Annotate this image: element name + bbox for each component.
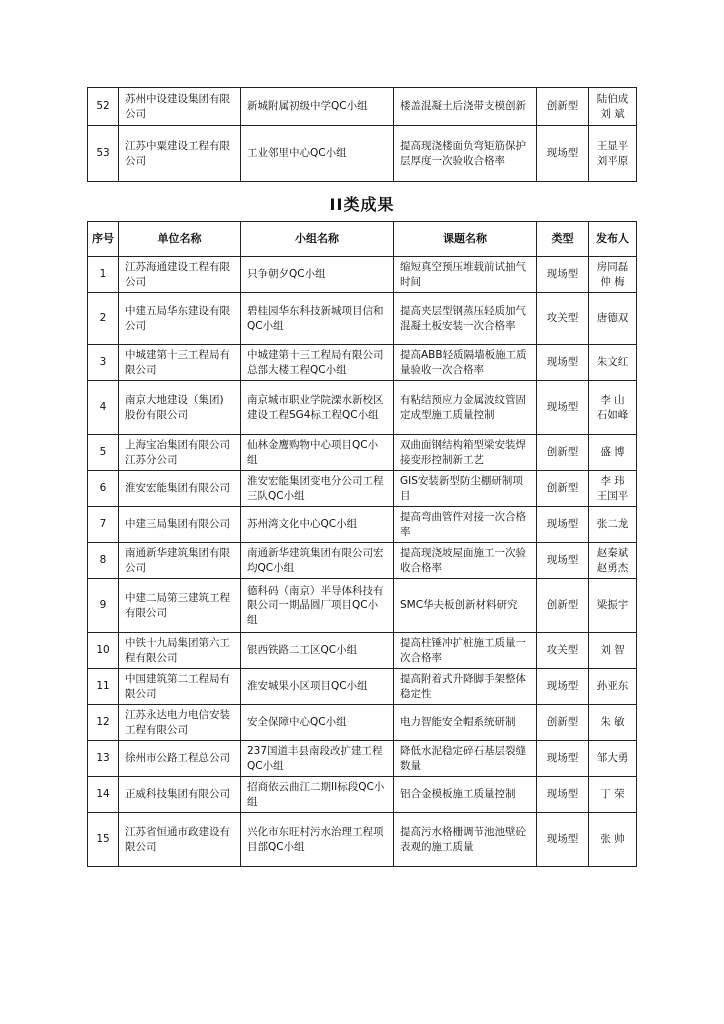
cell-publisher: 赵秦斌 赵勇杰 xyxy=(589,543,637,579)
cell-no: 8 xyxy=(88,543,119,579)
cell-unit: 南通新华建筑集团有限公司 xyxy=(119,543,241,579)
table-row xyxy=(88,579,637,633)
cell-publisher: 唐德双 xyxy=(589,293,637,345)
cell-topic: 提高弯曲管件对接一次合格率 xyxy=(394,507,537,543)
cell-topic: 缩短真空预压堆载前试抽气时间 xyxy=(394,257,537,293)
cell-topic: 提高夹层型钢蒸压轻质加气混凝土板安装一次合格率 xyxy=(394,293,537,345)
table-row xyxy=(88,381,637,435)
cell-topic: 楼盖混凝土后浇带支模创新 xyxy=(394,88,537,126)
table-row xyxy=(88,633,637,669)
cell-publisher: 盛 博 xyxy=(589,435,637,471)
cell-no: 11 xyxy=(88,669,119,705)
cell-publisher: 李 玮 王国平 xyxy=(589,471,637,507)
header-publisher: 发布人 xyxy=(589,222,637,257)
cell-group: 银西铁路二工区QC小组 xyxy=(241,633,394,669)
cell-topic: 降低水泥稳定碎石基层裂缝数量 xyxy=(394,741,537,777)
cell-unit: 江苏中粟建设工程有限公司 xyxy=(119,126,241,182)
cell-group: 南京城市职业学院溧水新校区建设工程SG4标工程QC小组 xyxy=(241,381,394,435)
cell-group: 新城附属初级中学QC小组 xyxy=(241,88,394,126)
cell-group: 碧桂园华东科技新城项目信和QC小组 xyxy=(241,293,394,345)
table-row xyxy=(88,777,637,813)
table-row xyxy=(88,126,637,182)
cell-publisher: 张 帅 xyxy=(589,813,637,867)
class-ii-results-body xyxy=(88,257,637,867)
previous-results-table xyxy=(87,87,637,182)
cell-unit: 中城建第十三工程局有限公司 xyxy=(119,345,241,381)
table-row xyxy=(88,88,637,126)
table-row xyxy=(88,741,637,777)
cell-unit: 中建五局华东建设有限公司 xyxy=(119,293,241,345)
cell-no: 5 xyxy=(88,435,119,471)
cell-no: 1 xyxy=(88,257,119,293)
cell-no: 53 xyxy=(88,126,119,182)
cell-type: 创新型 xyxy=(537,435,589,471)
class-ii-results-table xyxy=(87,221,637,867)
table-row xyxy=(88,705,637,741)
cell-group: 淮安宏能集团变电分公司工程三队QC小组 xyxy=(241,471,394,507)
cell-no: 3 xyxy=(88,345,119,381)
cell-unit: 中建三局集团有限公司 xyxy=(119,507,241,543)
cell-topic: SMC华夫板创新材料研究 xyxy=(394,579,537,633)
cell-type: 现场型 xyxy=(537,669,589,705)
header-no: 序号 xyxy=(88,222,119,257)
table-row xyxy=(88,471,637,507)
cell-topic: 提高柱锤冲扩桩施工质量一次合格率 xyxy=(394,633,537,669)
cell-group: 德科码（南京）半导体科技有限公司一期晶圆厂项目QC小组 xyxy=(241,579,394,633)
cell-type: 现场型 xyxy=(537,813,589,867)
table-row xyxy=(88,507,637,543)
cell-publisher: 陆伯成 刘 斌 xyxy=(589,88,637,126)
cell-no: 14 xyxy=(88,777,119,813)
cell-type: 现场型 xyxy=(537,345,589,381)
cell-unit: 中铁十九局集团第六工程有限公司 xyxy=(119,633,241,669)
table-row xyxy=(88,669,637,705)
cell-no: 6 xyxy=(88,471,119,507)
cell-publisher: 刘 智 xyxy=(589,633,637,669)
cell-topic: 铝合金模板施工质量控制 xyxy=(394,777,537,813)
cell-publisher: 梁振宇 xyxy=(589,579,637,633)
cell-unit: 正威科技集团有限公司 xyxy=(119,777,241,813)
cell-unit: 江苏永达电力电信安装工程有限公司 xyxy=(119,705,241,741)
cell-publisher: 邹大勇 xyxy=(589,741,637,777)
cell-no: 9 xyxy=(88,579,119,633)
cell-type: 攻关型 xyxy=(537,293,589,345)
cell-topic: 提高污水格栅调节池池壁砼表观的施工质量 xyxy=(394,813,537,867)
cell-publisher: 房同磊 仲 梅 xyxy=(589,257,637,293)
header-type: 类型 xyxy=(537,222,589,257)
cell-topic: 电力智能安全帽系统研制 xyxy=(394,705,537,741)
header-topic: 课题名称 xyxy=(394,222,537,257)
cell-group: 仙林金鹰购物中心项目QC小组 xyxy=(241,435,394,471)
cell-topic: GIS安装新型防尘棚研制项目 xyxy=(394,471,537,507)
cell-type: 攻关型 xyxy=(537,633,589,669)
cell-no: 2 xyxy=(88,293,119,345)
cell-group: 招商依云曲江二期II标段QC小组 xyxy=(241,777,394,813)
cell-group: 安全保障中心QC小组 xyxy=(241,705,394,741)
cell-group: 兴化市东旺村污水治理工程项目部QC小组 xyxy=(241,813,394,867)
cell-no: 7 xyxy=(88,507,119,543)
cell-group: 中城建第十三工程局有限公司总部大楼工程QC小组 xyxy=(241,345,394,381)
previous-results-body xyxy=(88,88,637,182)
cell-unit: 南京大地建设（集团)股份有限公司 xyxy=(119,381,241,435)
cell-type: 现场型 xyxy=(537,507,589,543)
table-row xyxy=(88,345,637,381)
cell-no: 4 xyxy=(88,381,119,435)
cell-type: 创新型 xyxy=(537,705,589,741)
table-header-row xyxy=(88,222,637,257)
cell-publisher: 孙亚东 xyxy=(589,669,637,705)
section-title: II类成果 xyxy=(329,195,395,214)
cell-topic: 提高现浇楼面负弯矩筋保护层厚度一次验收合格率 xyxy=(394,126,537,182)
cell-type: 创新型 xyxy=(537,579,589,633)
cell-group: 只争朝夕QC小组 xyxy=(241,257,394,293)
cell-unit: 中建二局第三建筑工程有限公司 xyxy=(119,579,241,633)
cell-topic: 双曲面钢结构箱型梁安装焊接变形控制新工艺 xyxy=(394,435,537,471)
table-row xyxy=(88,543,637,579)
header-unit: 单位名称 xyxy=(119,222,241,257)
cell-unit: 苏州中设建设集团有限公司 xyxy=(119,88,241,126)
table-row xyxy=(88,813,637,867)
cell-topic: 有粘结预应力金属波纹管固定成型施工质量控制 xyxy=(394,381,537,435)
cell-publisher: 王显平 刘平原 xyxy=(589,126,637,182)
cell-type: 现场型 xyxy=(537,381,589,435)
cell-unit: 徐州市公路工程总公司 xyxy=(119,741,241,777)
cell-publisher: 丁 荣 xyxy=(589,777,637,813)
cell-type: 创新型 xyxy=(537,88,589,126)
cell-type: 创新型 xyxy=(537,471,589,507)
cell-no: 13 xyxy=(88,741,119,777)
cell-group: 苏州湾文化中心QC小组 xyxy=(241,507,394,543)
cell-publisher: 朱文红 xyxy=(589,345,637,381)
cell-group: 237国道丰县南段改扩建工程QC小组 xyxy=(241,741,394,777)
cell-type: 现场型 xyxy=(537,543,589,579)
cell-no: 10 xyxy=(88,633,119,669)
cell-unit: 上海宝冶集团有限公司江苏分公司 xyxy=(119,435,241,471)
cell-publisher: 张二龙 xyxy=(589,507,637,543)
cell-type: 现场型 xyxy=(537,777,589,813)
cell-unit: 中国建筑第二工程局有限公司 xyxy=(119,669,241,705)
cell-publisher: 李 山 石如峰 xyxy=(589,381,637,435)
cell-type: 现场型 xyxy=(537,126,589,182)
cell-topic: 提高现浇坡屋面施工一次验收合格率 xyxy=(394,543,537,579)
cell-publisher: 朱 敏 xyxy=(589,705,637,741)
cell-group: 淮安城果小区项目QC小组 xyxy=(241,669,394,705)
table-row xyxy=(88,257,637,293)
cell-no: 52 xyxy=(88,88,119,126)
cell-group: 工业邻里中心QC小组 xyxy=(241,126,394,182)
cell-type: 现场型 xyxy=(537,257,589,293)
cell-no: 15 xyxy=(88,813,119,867)
cell-group: 南通新华建筑集团有限公司宏均QC小组 xyxy=(241,543,394,579)
cell-unit: 淮安宏能集团有限公司 xyxy=(119,471,241,507)
table-row xyxy=(88,435,637,471)
cell-topic: 提高ABB轻质隔墙板施工质量验收一次合格率 xyxy=(394,345,537,381)
cell-topic: 提高附着式升降脚手架整体稳定性 xyxy=(394,669,537,705)
table-row xyxy=(88,293,637,345)
cell-unit: 江苏省恒通市政建设有限公司 xyxy=(119,813,241,867)
cell-unit: 江苏海通建设工程有限公司 xyxy=(119,257,241,293)
header-group: 小组名称 xyxy=(241,222,394,257)
cell-type: 现场型 xyxy=(537,741,589,777)
cell-no: 12 xyxy=(88,705,119,741)
